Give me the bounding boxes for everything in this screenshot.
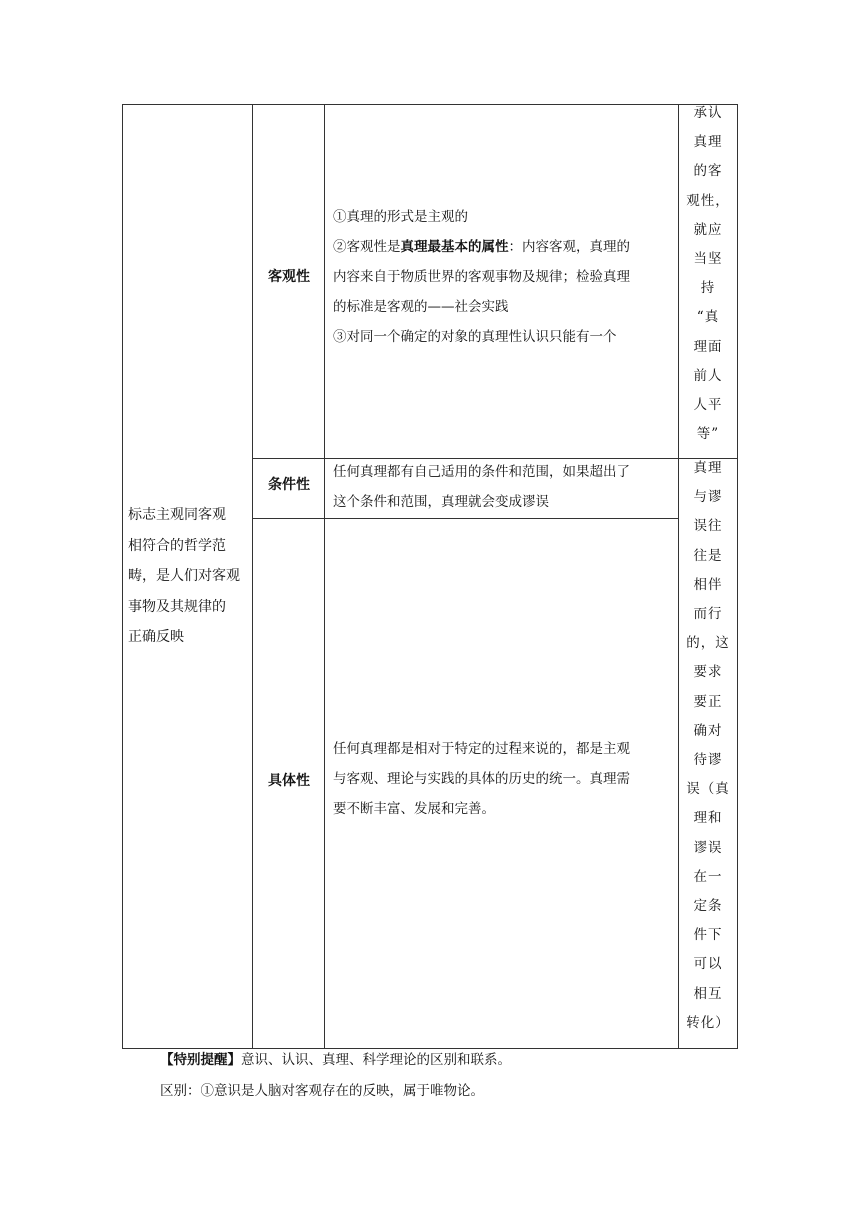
side-note-line: 理和 xyxy=(693,810,723,827)
side-note-line: 的客 xyxy=(693,163,723,180)
side-note-line: 待谬 xyxy=(693,752,723,769)
row-label-concreteness: 具体性 xyxy=(268,773,310,789)
side-note-objectivity xyxy=(681,99,735,449)
definition-line: 相符合的哲学范 xyxy=(128,537,226,554)
side-note-line: “真 xyxy=(696,309,720,326)
side-note-line: 前人 xyxy=(693,367,723,384)
table-border-bottom xyxy=(122,1048,738,1049)
side-note-line: 相伴 xyxy=(693,576,723,593)
content-line: 与客观、理论与实践的具体的历史的统一。真理需 xyxy=(333,771,630,787)
side-note-line: 的，这 xyxy=(686,635,730,652)
side-note-line: 谬误 xyxy=(693,839,723,856)
content-text: ：内容客观，真理的 xyxy=(508,239,630,255)
side-note-line: 人平 xyxy=(693,397,723,414)
table-divider xyxy=(252,518,678,519)
distinction-line: 区别：①意识是人脑对客观存在的反映，属于唯物论。 xyxy=(160,1083,484,1099)
side-note-line: 与谬 xyxy=(693,489,723,506)
table-border-left xyxy=(122,104,123,1048)
table-border-right xyxy=(737,104,738,1048)
content-line: 任何真理都是相对于特定的过程来说的，都是主观 xyxy=(333,741,630,757)
side-note-truth-and-error xyxy=(681,454,735,1038)
row-label-objectivity: 客观性 xyxy=(268,269,310,285)
side-note-line: 真理 xyxy=(693,134,723,151)
content-line: ③对同一个确定的对象的真理性认识只能有一个 xyxy=(333,329,617,345)
side-note-line: 要求 xyxy=(693,664,723,681)
side-note-line: 确对 xyxy=(693,722,723,739)
row-label-conditionality: 条件性 xyxy=(268,477,310,493)
objectivity-content xyxy=(333,202,673,352)
side-note-line: 往是 xyxy=(693,547,723,564)
definition-line: 正确反映 xyxy=(128,629,184,645)
side-note-line: 要正 xyxy=(693,693,723,710)
side-note-line: 就应 xyxy=(693,221,723,238)
side-note-line: 误（真 xyxy=(686,781,730,798)
side-note-line: 件下 xyxy=(693,927,723,944)
content-text: ②客观性是 xyxy=(333,239,401,255)
emphasis-text: 真理最基本的属性 xyxy=(400,239,509,255)
content-line: 的标准是客观的——社会实践 xyxy=(333,299,509,315)
reminder-text: 意识、认识、真理、科学理论的区别和联系。 xyxy=(241,1052,511,1068)
side-note-line: 在一 xyxy=(693,868,723,885)
side-note-line: 可以 xyxy=(693,956,723,973)
side-note-line: 转化） xyxy=(686,1014,730,1031)
content-line-rich xyxy=(333,232,673,262)
side-note-line: 观性， xyxy=(686,192,730,209)
content-line: 任何真理都有自己适用的条件和范围，如果超出了 xyxy=(333,464,630,480)
content-line: 这个条件和范围，真理就会变成谬误 xyxy=(333,494,549,510)
definition-line: 事物及其规律的 xyxy=(128,598,226,615)
side-note-line: 承认 xyxy=(693,105,723,121)
content-line: ①真理的形式是主观的 xyxy=(333,209,468,225)
side-note-line: 持 xyxy=(700,280,716,297)
definition-line: 标志主观同客观 xyxy=(128,507,226,523)
special-reminder xyxy=(160,1050,511,1070)
side-note-line: 相互 xyxy=(693,985,723,1002)
definition-line: 畴，是人们对客观 xyxy=(128,568,240,584)
content-line: 内容来自于物质世界的客观事物及规律；检验真理 xyxy=(333,269,630,285)
table-divider xyxy=(324,104,325,1048)
conditionality-content xyxy=(333,457,673,517)
truth-definition xyxy=(128,500,248,653)
side-note-line: 等” xyxy=(696,426,720,443)
side-note-line: 理面 xyxy=(693,338,723,355)
table-divider xyxy=(252,104,253,1048)
side-note-line: 定条 xyxy=(693,898,723,915)
side-note-line: 而行 xyxy=(693,606,723,623)
side-note-line: 真理 xyxy=(693,460,723,476)
table-divider xyxy=(678,104,679,1048)
side-note-line: 当坚 xyxy=(693,251,723,268)
content-line: 要不断丰富、发展和完善。 xyxy=(333,801,495,817)
side-note-line: 误往 xyxy=(693,518,723,535)
concreteness-content xyxy=(333,734,673,824)
table-border-top xyxy=(122,104,738,105)
reminder-tag: 【特别提醒】 xyxy=(160,1052,241,1068)
